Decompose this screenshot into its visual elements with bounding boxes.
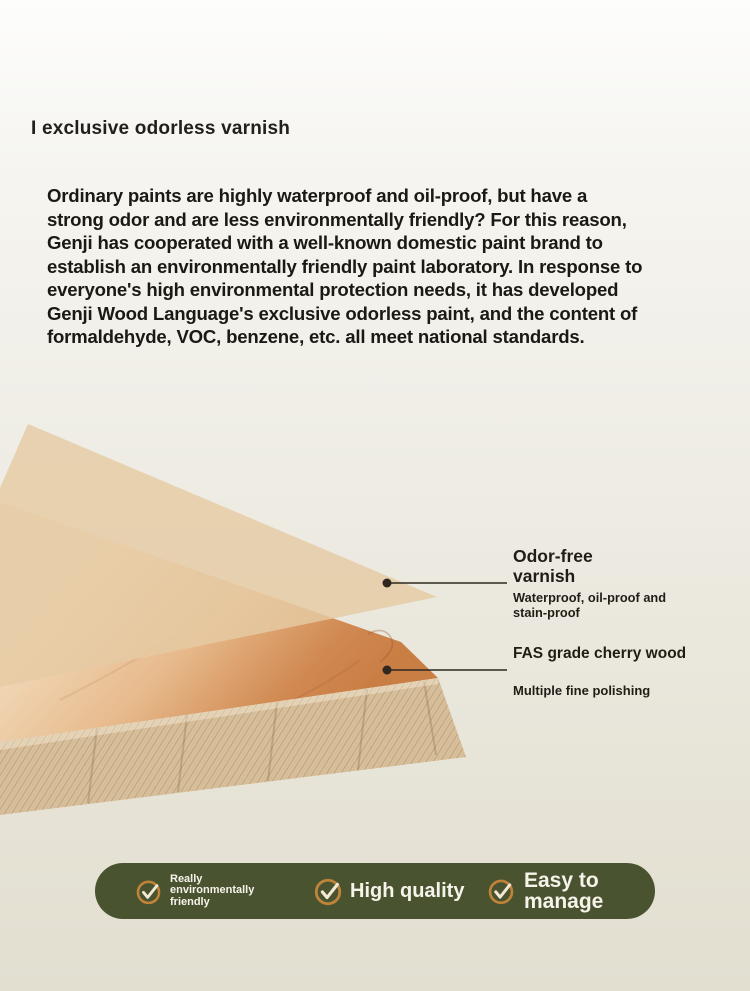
badge-high-quality — [313, 863, 464, 919]
callout-varnish-title: Odor-free varnish — [513, 546, 593, 586]
badge-label: High quality — [350, 880, 465, 902]
badge-label: Easy to manage — [524, 868, 604, 913]
callout-varnish-subtitle: Waterproof, oil-proof and stain-proof — [513, 590, 667, 620]
badge-environmentally-friendly — [135, 863, 284, 919]
varnish-leader-dot — [383, 579, 392, 588]
check-circle-icon — [313, 876, 343, 906]
badge-easy-to-manage — [487, 863, 622, 919]
callout-cherry-wood-subtitle: Multiple fine polishing — [513, 683, 651, 698]
badge-label: Really environmentally friendly — [170, 872, 255, 908]
feature-badge-bar — [95, 863, 655, 919]
callout-cherry-wood — [513, 645, 733, 698]
intro-paragraph: Ordinary paints are highly waterproof and oil-proof, but have a strong odor and are less environmentally friendly? For this reason, Genji has cooperated with a well-known domestic paint brand to establish an environmentally friendly paint laboratory. In response to everyone's high environmental protection needs, it has developed Genji Wood Language's exclusive odorless paint, and the content of formaldehyde, VOC, benzene, etc. all meet national standards. — [47, 185, 643, 347]
callout-cherry-wood-title: FAS grade cherry wood — [513, 645, 687, 662]
check-circle-icon — [487, 877, 515, 905]
section-title: I exclusive odorless varnish — [31, 118, 291, 139]
wood-leader-dot — [383, 666, 392, 675]
check-circle-icon — [135, 878, 162, 905]
callout-varnish — [513, 547, 675, 621]
